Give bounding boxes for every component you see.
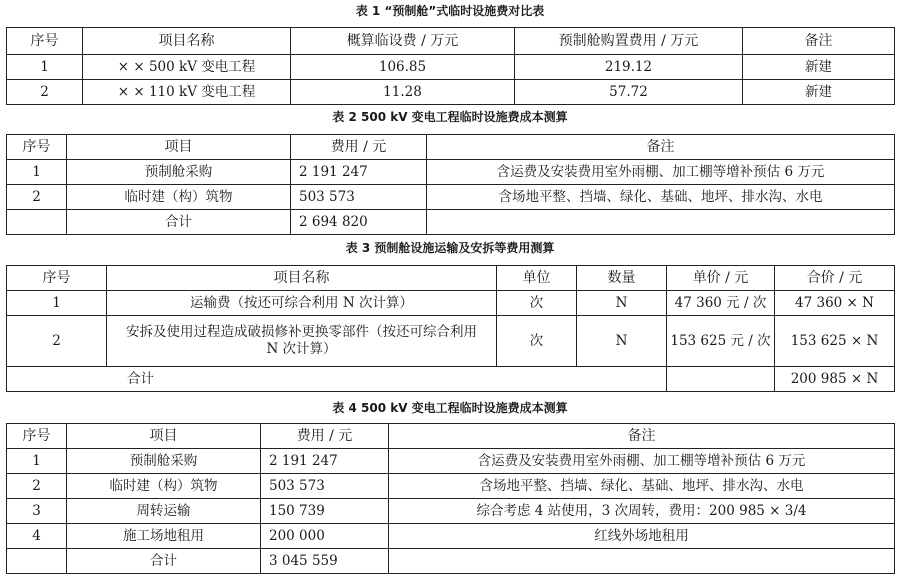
table-cell: 新建 [743,55,895,80]
table-row [7,55,895,80]
table-row [7,524,895,549]
table-cell: 219.12 [515,55,743,80]
table-cell: × × 110 kV 变电工程 [83,80,291,105]
table-cell: 200 000 [261,524,389,549]
table-cell: 次 [497,291,577,316]
table-cell: 2 [7,80,83,105]
table-cell: 2 [7,316,107,367]
table-cell: 2 [7,185,67,210]
table-cell: 临时建（构）筑物 [67,185,291,210]
table-cell: 2 [7,474,67,499]
table-row [7,291,895,316]
table-cell: 106.85 [291,55,515,80]
table-cell: 施工场地租用 [67,524,261,549]
table-cell: N [577,316,667,367]
column-header: 单位 [497,266,577,291]
table-cell: 47 360 元 / 次 [667,291,775,316]
table-cell: 周转运输 [67,499,261,524]
table-cell: 1 [7,55,83,80]
table-row [7,80,895,105]
table-4-caption: 表 4 500 kV 变电工程临时设施费成本测算 [332,401,568,415]
table-row [7,316,895,367]
table-cell: 红线外场地租用 [389,524,895,549]
table-cell: 503 573 [291,185,427,210]
table-3-caption: 表 3 预制舱设施运输及安拆等费用测算 [345,241,555,255]
table-row [7,160,895,185]
table-cell: 2 191 247 [261,449,389,474]
column-header: 单价 / 元 [667,266,775,291]
column-header: 备注 [743,28,895,55]
column-header: 数量 [577,266,667,291]
table-cell: 11.28 [291,80,515,105]
total-label: 合计 [67,549,261,574]
column-header: 备注 [427,135,895,160]
table-cell: 1 [7,160,67,185]
column-header: 项目 [67,424,261,449]
table-cell: 1 [7,291,107,316]
total-label: 合计 [7,367,667,392]
table-cell: 150 739 [261,499,389,524]
column-header: 序号 [7,135,67,160]
table-total-row [7,367,895,392]
table-header-row [7,424,895,449]
total-value: 200 985 × N [775,367,895,392]
table-cell: × × 500 kV 变电工程 [83,55,291,80]
column-header: 预制舱购置费用 / 万元 [515,28,743,55]
table-2 [6,134,895,235]
column-header: 序号 [7,424,67,449]
table-4 [6,423,895,574]
table-cell: 含场地平整、挡墙、绿化、基础、地坪、排水沟、水电 [427,185,895,210]
total-value: 2 694 820 [291,210,427,235]
table-cell: 2 191 247 [291,160,427,185]
column-header: 概算临设费 / 万元 [291,28,515,55]
table-header-row [7,135,895,160]
column-header: 项目名称 [107,266,497,291]
table-1 [6,27,895,105]
table-cell: N [577,291,667,316]
table-cell: 次 [497,316,577,367]
table-3 [6,265,895,392]
table-cell: 含场地平整、挡墙、绿化、基础、地坪、排水沟、水电 [389,474,895,499]
table-cell: 57.72 [515,80,743,105]
total-value: 3 045 559 [261,549,389,574]
table-cell: 运输费（按还可综合利用 N 次计算） [107,291,497,316]
table-1-caption: 表 1 “预制舱”式临时设施费对比表 [355,4,545,18]
table-cell: 预制舱采购 [67,449,261,474]
table-row [7,185,895,210]
column-header: 费用 / 元 [261,424,389,449]
table-cell: 含运费及安装费用室外雨棚、加工棚等增补预估 6 万元 [389,449,895,474]
table-cell: 临时建（构）筑物 [67,474,261,499]
table-row [7,474,895,499]
total-label: 合计 [67,210,291,235]
column-header: 备注 [389,424,895,449]
column-header: 费用 / 元 [291,135,427,160]
table-cell: 综合考虑 4 站使用，3 次周转，费用：200 985 × 3/4 [389,499,895,524]
table-cell: 153 625 × N [775,316,895,367]
table-total-row [7,549,895,574]
table-cell: 4 [7,524,67,549]
table-header-row [7,28,895,55]
table-row [7,499,895,524]
column-header: 项目名称 [83,28,291,55]
table-row [7,449,895,474]
table-cell: 新建 [743,80,895,105]
table-header-row [7,266,895,291]
table-cell: 3 [7,499,67,524]
column-header: 序号 [7,28,83,55]
column-header: 序号 [7,266,107,291]
column-header: 项目 [67,135,291,160]
table-cell: 含运费及安装费用室外雨棚、加工棚等增补预估 6 万元 [427,160,895,185]
column-header: 合价 / 元 [775,266,895,291]
table-cell: 153 625 元 / 次 [667,316,775,367]
table-cell: 503 573 [261,474,389,499]
table-2-caption: 表 2 500 kV 变电工程临时设施费成本测算 [332,110,568,124]
table-cell: 47 360 × N [775,291,895,316]
table-cell: 1 [7,449,67,474]
table-total-row [7,210,895,235]
table-cell: 预制舱采购 [67,160,291,185]
table-cell: 安拆及使用过程造成破损修补更换零部件（按还可综合利用 N 次计算） [107,316,497,367]
